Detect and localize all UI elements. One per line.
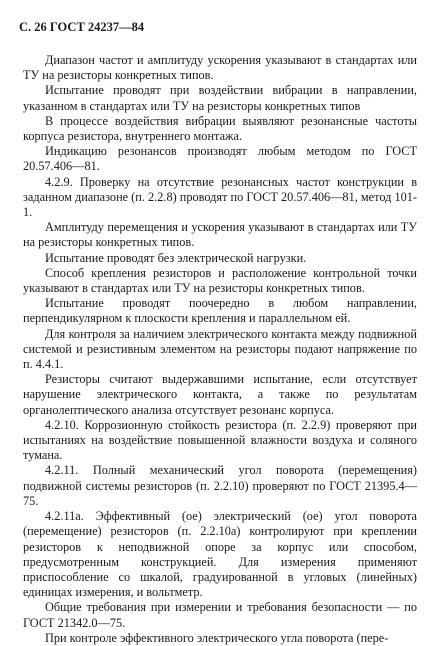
- paragraph: Испытание проводят без электрической нагрузки.: [45, 250, 307, 265]
- document-page: [17, 20, 417, 646]
- paragraph: Общие требования при измерении и требования безопасности — по ГОСТ 21342.0—75.: [23, 600, 417, 630]
- paragraph: Диапазон частот и амплитуду ускорения указывают в стандартах или ТУ на резисторы конкретных типов.: [23, 53, 417, 83]
- paragraph: 4.2.9. Проверку на отсутствие резонансных частот конструкции в заданном диапазоне (п. 2.2.8) проводят по ГОСТ 20.57.406—81, метод 101-1.: [23, 174, 417, 220]
- paragraph: Испытание проводят поочередно в любом направлении, перпендикулярном к плоскости крепления и параллельном ей.: [23, 296, 417, 326]
- paragraph: Испытание проводят при воздействии вибрации в направлении, указанном в стандартах или ТУ на резисторы конкретных типов: [23, 83, 417, 113]
- page-header: С. 26 ГОСТ 24237—84: [19, 20, 145, 34]
- paragraph: Амплитуду перемещения и ускорения указывают в стандартах или ТУ на резисторы конкретных типов.: [23, 220, 417, 250]
- document-body: [23, 53, 417, 646]
- paragraph: Для контроля за наличием электрического контакта между подвижной системой и резистивным элементом на резисторы подают напряжение по п. 4.4.1.: [23, 326, 417, 372]
- paragraph: Способ крепления резисторов и расположение контрольной точки указывают в стандартах или ТУ на резисторы конкретных типов.: [23, 265, 417, 296]
- paragraph: Резисторы считают выдержавшими испытание, если отсутствует нарушение электрического контакта, а также по результатам органолептического анализа отсутствует резонанс корпуса.: [23, 372, 417, 417]
- paragraph: 4.2.11. Полный механический угол поворота (перемещения) подвижной системы резисторов (п. 2.2.10) проверяют по ГОСТ 21395.4—75.: [23, 463, 417, 508]
- paragraph: 4.2.11а. Эффективный (ое) электрический (ое) угол поворота (перемещение) резисторов (п. 2.2.10а) контролируют при креплении резисторов к неподвижной опоре за корпус или способом, предусмотренным конструкцией. Для измерения применяют приспособление со шкалой, градуированной в угловых (линейных) единицах измерения, и вольтметр.: [23, 509, 417, 600]
- paragraph: 4.2.10. Коррозионную стойкость резистора (п. 2.2.9) проверяют при испытаниях на воздействие повышенной влажности воздуха и соляного тумана.: [23, 417, 417, 463]
- paragraph: Индикацию резонансов производят любым методом по ГОСТ 20.57.406—81.: [23, 144, 417, 174]
- paragraph: При контроле эффективного электрического угла поворота (пере-: [45, 630, 389, 645]
- paragraph: В процессе воздействия вибрации выявляют резонансные частоты корпуса резистора, внутреннего монтажа.: [23, 113, 417, 144]
